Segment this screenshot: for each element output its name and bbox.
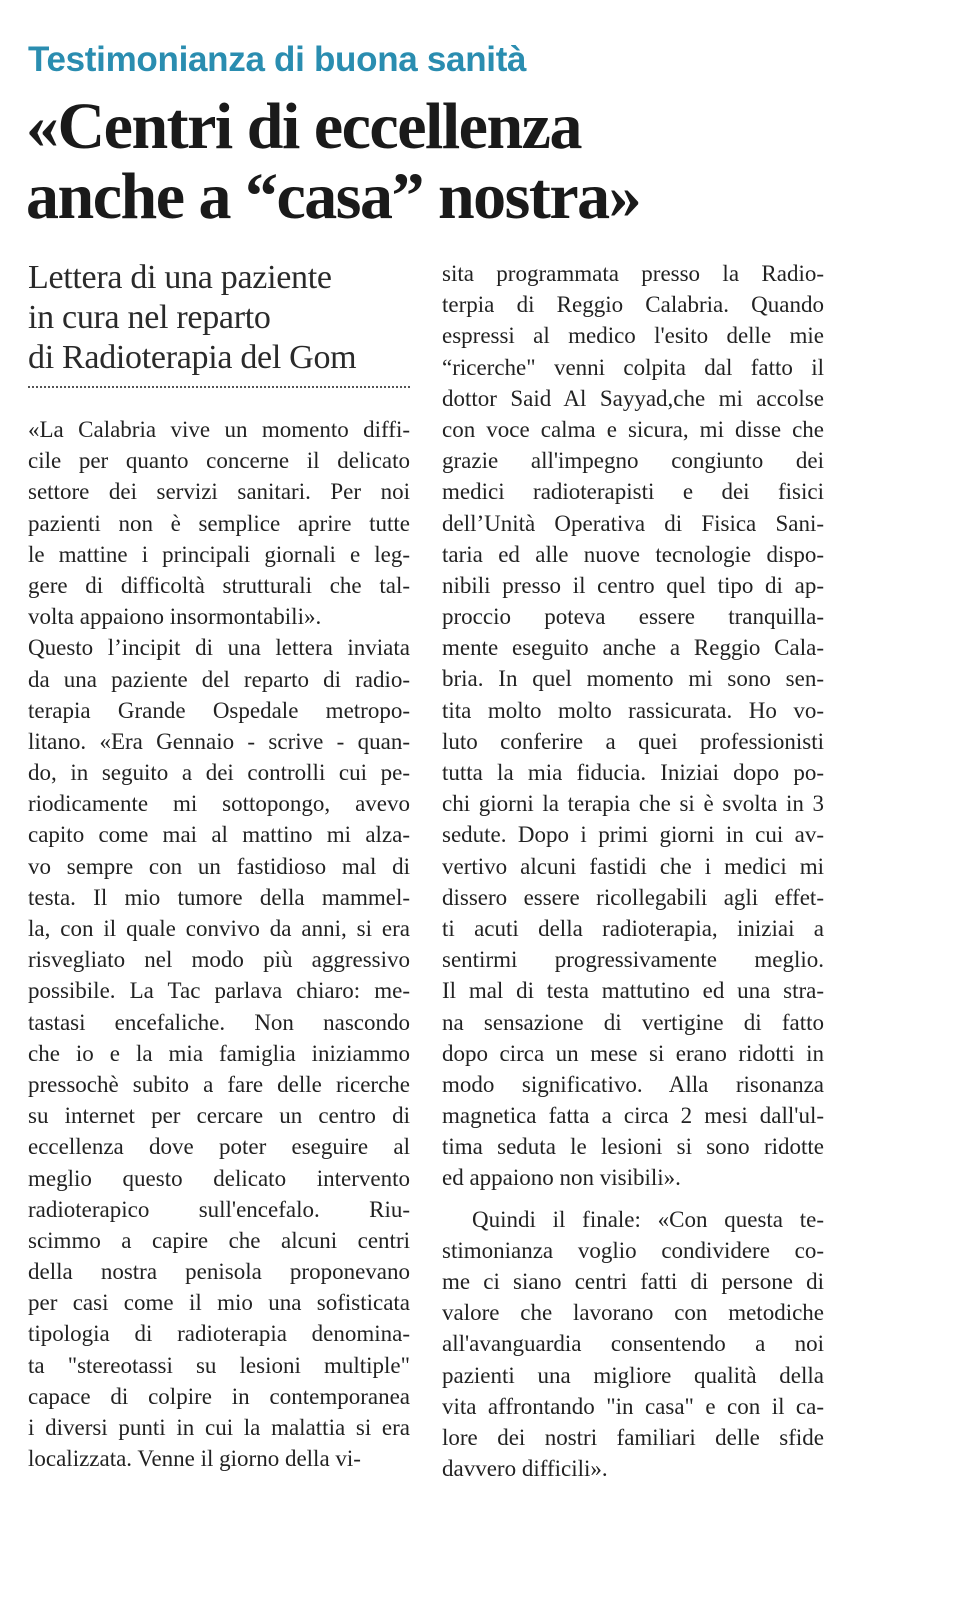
body-line: «La Calabria vive un momento diffi-: [28, 417, 410, 442]
body-line: mente eseguito anche a Reggio Cala-: [442, 635, 824, 661]
body-line: capace di colpire in contemporanea: [28, 1383, 410, 1409]
article-headline: [26, 92, 926, 232]
body-line: na sensazione di vertigine di fatto: [442, 1009, 824, 1035]
body-line: grazie all'impegno congiunto dei: [442, 448, 824, 474]
body-line: valore che lavorano con metodiche: [442, 1300, 824, 1326]
body-line: vita affrontando "in casa" e con il ca-: [442, 1393, 824, 1419]
body-line: tima seduta le lesioni si sono ridotte: [442, 1134, 824, 1160]
body-line: luto conferire a quei professionisti: [442, 728, 824, 754]
body-line: bria. In quel momento mi sono sen-: [442, 666, 824, 692]
body-line: pazienti non è semplice aprire tutte: [28, 510, 410, 536]
body-line: all'avanguardia consentendo a noi: [442, 1331, 824, 1357]
body-line: le mattine i principali giornali e leg-: [28, 541, 410, 567]
article-kicker: Testimonianza di buona sanità: [28, 40, 527, 79]
body-line: lore dei nostri familiari delle sfide: [442, 1424, 824, 1450]
body-line: scimmo a capire che alcuni centri: [28, 1227, 410, 1253]
body-line: cile per quanto concerne il delicato: [28, 448, 410, 474]
body-line: tutta la mia fiducia. Iniziai dopo po-: [442, 760, 824, 785]
body-line: volta appaiono insormontabili».: [28, 604, 322, 630]
deck-line: in cura nel reparto: [28, 299, 271, 336]
body-line: dissero essere ricollegabili agli effet-: [442, 884, 824, 910]
body-line: do, in seguito a dei controlli cui pe-: [28, 760, 410, 786]
body-line: Il mal di testa mattutino ed una stra-: [442, 978, 824, 1004]
body-line: espressi al medico l'esito delle mie: [442, 323, 824, 349]
body-line: con voce calma e sicura, mi disse che: [442, 416, 824, 442]
body-line: Questo l’incipit di una lettera inviata: [28, 635, 410, 661]
body-line: radioterapico sull'encefalo. Riu-: [28, 1196, 410, 1222]
body-line: litano. «Era Gennaio - scrive - quan-: [28, 728, 410, 754]
body-line: dottor Said Al Sayyad,che mi accolse: [442, 385, 824, 411]
body-line: per casi come il mio una sofisticata: [28, 1290, 410, 1316]
body-line: tita molto molto rassicurata. Ho vo-: [442, 697, 824, 723]
body-line: su internet per cercare un centro di: [28, 1103, 410, 1129]
body-line: nibili presso il centro quel tipo di ap-: [442, 572, 824, 598]
body-line: medici radioterapisti e dei fisici: [442, 479, 824, 505]
body-line: gere di difficoltà strutturali che tal-: [28, 572, 410, 598]
body-line: della nostra penisola proponevano: [28, 1259, 410, 1285]
article-deck: [28, 258, 418, 378]
body-line: settore dei servizi sanitari. Per noi: [28, 479, 410, 505]
body-line: da una paziente del reparto di radio-: [28, 666, 410, 692]
body-line: sita programmata presso la Radio-: [442, 261, 824, 286]
body-line: capito come mai al mattino mi alza-: [28, 822, 410, 848]
body-line: vo sempre con un fastidioso mal di: [28, 853, 410, 879]
body-line: stimonianza voglio condividere co-: [442, 1237, 824, 1263]
body-line: sedute. Dopo i primi giorni in cui av-: [442, 822, 824, 848]
body-line: chi giorni la terapia che si è svolta in 3: [442, 791, 824, 817]
body-line: vertivo alcuni fastidi che i medici mi: [442, 853, 824, 879]
body-line: testa. Il mio tumore della mammel-: [28, 884, 410, 910]
dotted-divider: [28, 386, 410, 388]
body-line: tastasi encefaliche. Non nascondo: [28, 1009, 410, 1035]
body-line: tipologia di radioterapia denomina-: [28, 1321, 410, 1347]
article-body-column-left: [28, 414, 410, 1474]
body-line: possibile. La Tac parlava chiaro: me-: [28, 978, 410, 1004]
body-line: i diversi punti in cui la malattia si era: [28, 1415, 410, 1440]
body-line: ed appaiono non visibili».: [442, 1165, 681, 1191]
body-line: risvegliato nel modo più aggressivo: [28, 947, 410, 973]
body-line: taria ed alle nuove tecnologie dispo-: [442, 541, 824, 567]
body-line: Quindi il finale: «Con questa te-: [472, 1206, 824, 1232]
body-line: meglio questo delicato intervento: [28, 1165, 410, 1191]
headline-line: «Centri di eccellenza: [26, 90, 581, 163]
body-line: che io e la mia famiglia iniziammo: [28, 1040, 410, 1066]
deck-line: Lettera di una paziente: [28, 259, 332, 296]
body-line: ta "stereotassi su lesioni multiple": [28, 1352, 410, 1378]
body-line: modo significativo. Alla risonanza: [442, 1071, 824, 1097]
body-line: ti acuti della radioterapia, iniziai a: [442, 915, 824, 941]
body-line: sentirmi progressivamente meglio.: [442, 947, 824, 973]
body-line: pressochè subito a fare delle ricerche: [28, 1071, 410, 1097]
body-line: la, con il quale convivo da anni, si era: [28, 916, 410, 941]
body-line: dopo circa un mese si erano ridotti in: [442, 1040, 824, 1066]
deck-line: di Radioterapia del Gom: [28, 339, 357, 376]
headline-line: anche a “casa” nostra»: [26, 160, 641, 233]
body-line: terpia di Reggio Calabria. Quando: [442, 292, 824, 318]
body-line: eccellenza dove poter eseguire al: [28, 1134, 410, 1160]
body-line: davvero difficili».: [442, 1456, 608, 1482]
article-body-column-right: [442, 258, 824, 1484]
body-line: terapia Grande Ospedale metropo-: [28, 697, 410, 723]
body-line: “ricerche" venni colpita dal fatto il: [442, 354, 824, 380]
body-line: dell’Unità Operativa di Fisica Sani-: [442, 510, 824, 536]
body-line: me ci siano centri fatti di persone di: [442, 1269, 824, 1294]
body-line: localizzata. Venne il giorno della vi-: [28, 1446, 361, 1472]
body-line: pazienti una migliore qualità della: [442, 1362, 824, 1388]
body-line: proccio poteva essere tranquilla-: [442, 604, 824, 630]
body-line: riodicamente mi sottopongo, avevo: [28, 791, 410, 817]
body-line: magnetica fatta a circa 2 mesi dall'ul-: [442, 1103, 824, 1129]
